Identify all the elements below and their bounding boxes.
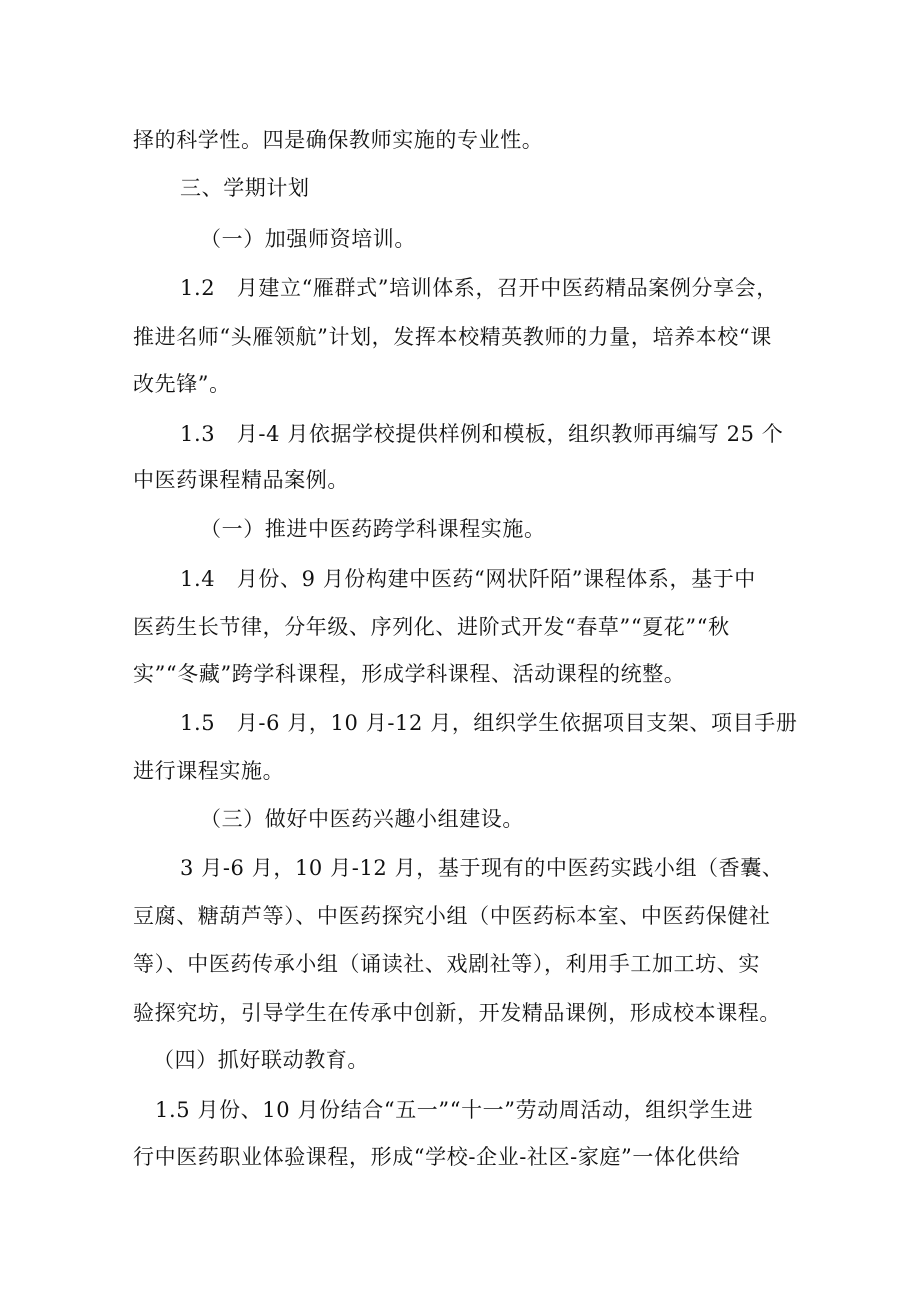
- text-line-16: 3 月-6 月，10 月-12 月，基于现有的中医药实践小组（香囊、: [180, 856, 784, 880]
- text-line-7: 1.3 月-4 月依据学校提供样例和模板，组织教师再编写 25 个: [180, 422, 784, 446]
- text-line-8: 中医药课程精品案例。: [133, 468, 349, 492]
- text-line-21: 1.5 月份、10 月份结合“五一”“十一”劳动周活动，组织学生进: [155, 1098, 754, 1122]
- text-line-22: 行中医药职业体验课程，形成“学校-企业-社区-家庭”一体化供给: [133, 1145, 741, 1169]
- text-line-4: 1.2 月建立“雁群式”培训体系，召开中医药精品案例分享会，: [180, 276, 778, 300]
- text-line-13: 1.5 月-6 月，10 月-12 月，组织学生依据项目支架、项目手册: [180, 711, 798, 735]
- text-line-18: 等）、中医药传承小组（诵读社、戏剧社等），利用手工加工坊、实: [133, 952, 760, 976]
- text-line-12: 实”“冬藏”跨学科课程，形成学科课程、活动课程的统整。: [133, 662, 686, 686]
- text-line-17: 豆腐、糖葫芦等）、中医药探究小组（中医药标本室、中医药保健社: [133, 904, 771, 928]
- text-line-11: 医药生长节律，分年级、序列化、进阶式开发“春草”“夏花”“秋: [133, 615, 730, 639]
- section-heading-3: 三、学期计划: [180, 176, 310, 200]
- text-line-14: 进行课程实施。: [133, 759, 285, 783]
- subheading-1: （一）加强师资培训。: [200, 227, 416, 251]
- text-line-19: 验探究坊，引导学生在传承中创新，开发精品课例，形成校本课程。: [133, 1001, 781, 1025]
- text-line-1: 择的科学性。四是确保教师实施的专业性。: [133, 128, 544, 152]
- text-line-10: 1.4 月份、9 月份构建中医药“网状阡陌”课程体系，基于中: [180, 567, 756, 591]
- text-line-6: 改先锋”。: [133, 372, 231, 396]
- subheading-2: （一）推进中医药跨学科课程实施。: [200, 517, 546, 541]
- subheading-4: （四）抓好联动教育。: [153, 1048, 369, 1072]
- subheading-3: （三）做好中医药兴趣小组建设。: [200, 807, 524, 831]
- text-line-5: 推进名师“头雁领航”计划，发挥本校精英教师的力量，培养本校“课: [133, 325, 772, 349]
